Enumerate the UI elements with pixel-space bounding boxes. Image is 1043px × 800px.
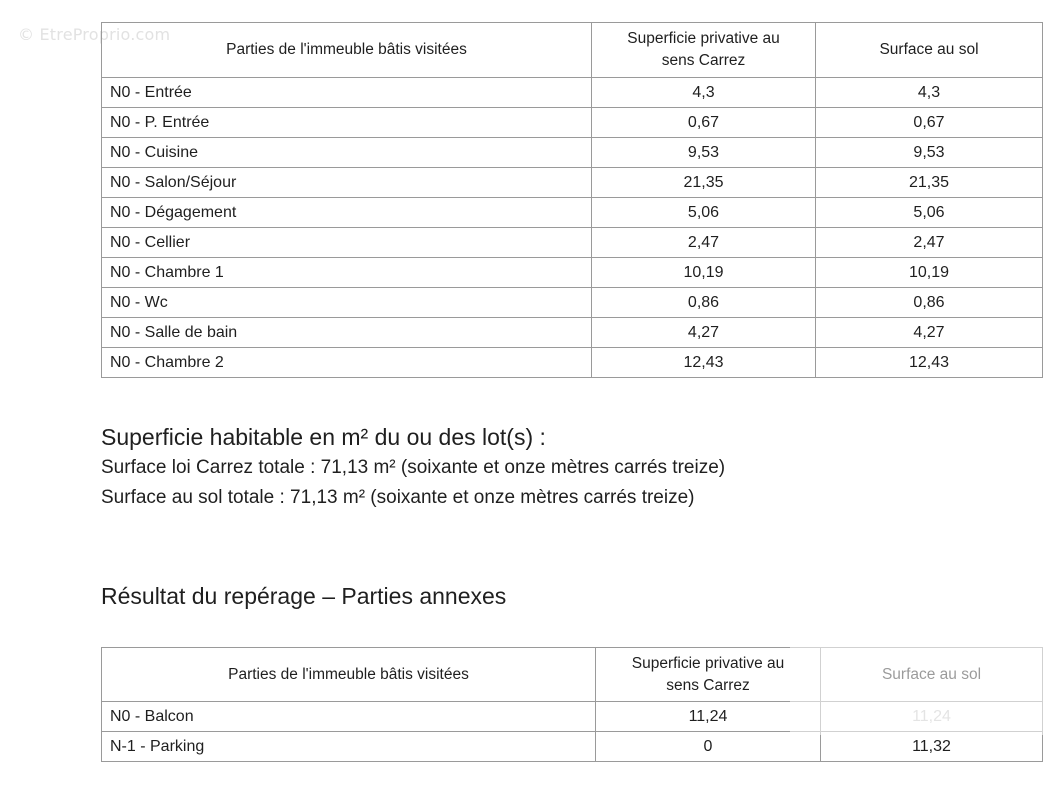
sol-total: Surface au sol totale : 71,13 m² (soixante et onze mètres carrés treize) xyxy=(101,487,695,508)
habitable-surface-summary xyxy=(101,421,725,513)
header-room: Parties de l'immeuble bâtis visitées xyxy=(102,23,592,78)
sol-value: 5,06 xyxy=(816,198,1043,228)
room-name: N0 - Salon/Séjour xyxy=(102,168,592,198)
summary-heading: Superficie habitable en m² du ou des lot(s) : xyxy=(101,424,546,450)
sol-value: 4,27 xyxy=(816,318,1043,348)
sol-value: 11,32 xyxy=(821,732,1043,762)
table-row xyxy=(102,138,1043,168)
carrez-value: 9,53 xyxy=(592,138,816,168)
room-name: N0 - P. Entrée xyxy=(102,108,592,138)
carrez-value: 21,35 xyxy=(592,168,816,198)
annexes-section-title: Résultat du repérage – Parties annexes xyxy=(101,583,507,609)
carrez-value: 4,27 xyxy=(592,318,816,348)
sol-value: 12,43 xyxy=(816,348,1043,378)
room-name: N0 - Salle de bain xyxy=(102,318,592,348)
table-row xyxy=(102,198,1043,228)
table-row xyxy=(102,318,1043,348)
table-row xyxy=(102,108,1043,138)
room-name: N0 - Chambre 2 xyxy=(102,348,592,378)
carrez-value: 0,67 xyxy=(592,108,816,138)
table-row xyxy=(102,78,1043,108)
sol-value: 10,19 xyxy=(816,258,1043,288)
header-room: Parties de l'immeuble bâtis visitées xyxy=(102,648,596,702)
sol-value: 9,53 xyxy=(816,138,1043,168)
room-name: N0 - Chambre 1 xyxy=(102,258,592,288)
carrez-value: 0,86 xyxy=(592,288,816,318)
room-name: N0 - Wc xyxy=(102,288,592,318)
sol-value: 4,3 xyxy=(816,78,1043,108)
table-row xyxy=(102,258,1043,288)
room-name: N0 - Entrée xyxy=(102,78,592,108)
room-name: N0 - Dégagement xyxy=(102,198,592,228)
table-row xyxy=(102,228,1043,258)
carrez-value: 5,06 xyxy=(592,198,816,228)
room-name: N0 - Balcon xyxy=(102,702,596,732)
sol-value: 21,35 xyxy=(816,168,1043,198)
table-row xyxy=(102,288,1043,318)
table-row xyxy=(102,168,1043,198)
carrez-value: 4,3 xyxy=(592,78,816,108)
watermark-overlay xyxy=(790,640,1043,735)
sol-value: 2,47 xyxy=(816,228,1043,258)
carrez-value: 2,47 xyxy=(592,228,816,258)
room-name: N0 - Cellier xyxy=(102,228,592,258)
sol-value: 0,86 xyxy=(816,288,1043,318)
header-sol: Surface au sol xyxy=(816,23,1043,78)
table-row xyxy=(102,732,1043,762)
watermark: © EtreProprio.com xyxy=(18,25,171,44)
carrez-value: 11,24 xyxy=(596,702,821,732)
room-name: N-1 - Parking xyxy=(102,732,596,762)
header-carrez: Superficie privative au sens Carrez xyxy=(592,23,816,78)
carrez-total: Surface loi Carrez totale : 71,13 m² (soixante et onze mètres carrés treize) xyxy=(101,457,726,478)
table-header-row xyxy=(102,23,1043,78)
table-row xyxy=(102,348,1043,378)
carrez-value: 0 xyxy=(596,732,821,762)
room-name: N0 - Cuisine xyxy=(102,138,592,168)
carrez-value: 10,19 xyxy=(592,258,816,288)
carrez-value: 12,43 xyxy=(592,348,816,378)
header-carrez: Superficie privative au sens Carrez xyxy=(596,648,821,702)
sol-value: 0,67 xyxy=(816,108,1043,138)
main-surface-table xyxy=(101,22,1043,378)
